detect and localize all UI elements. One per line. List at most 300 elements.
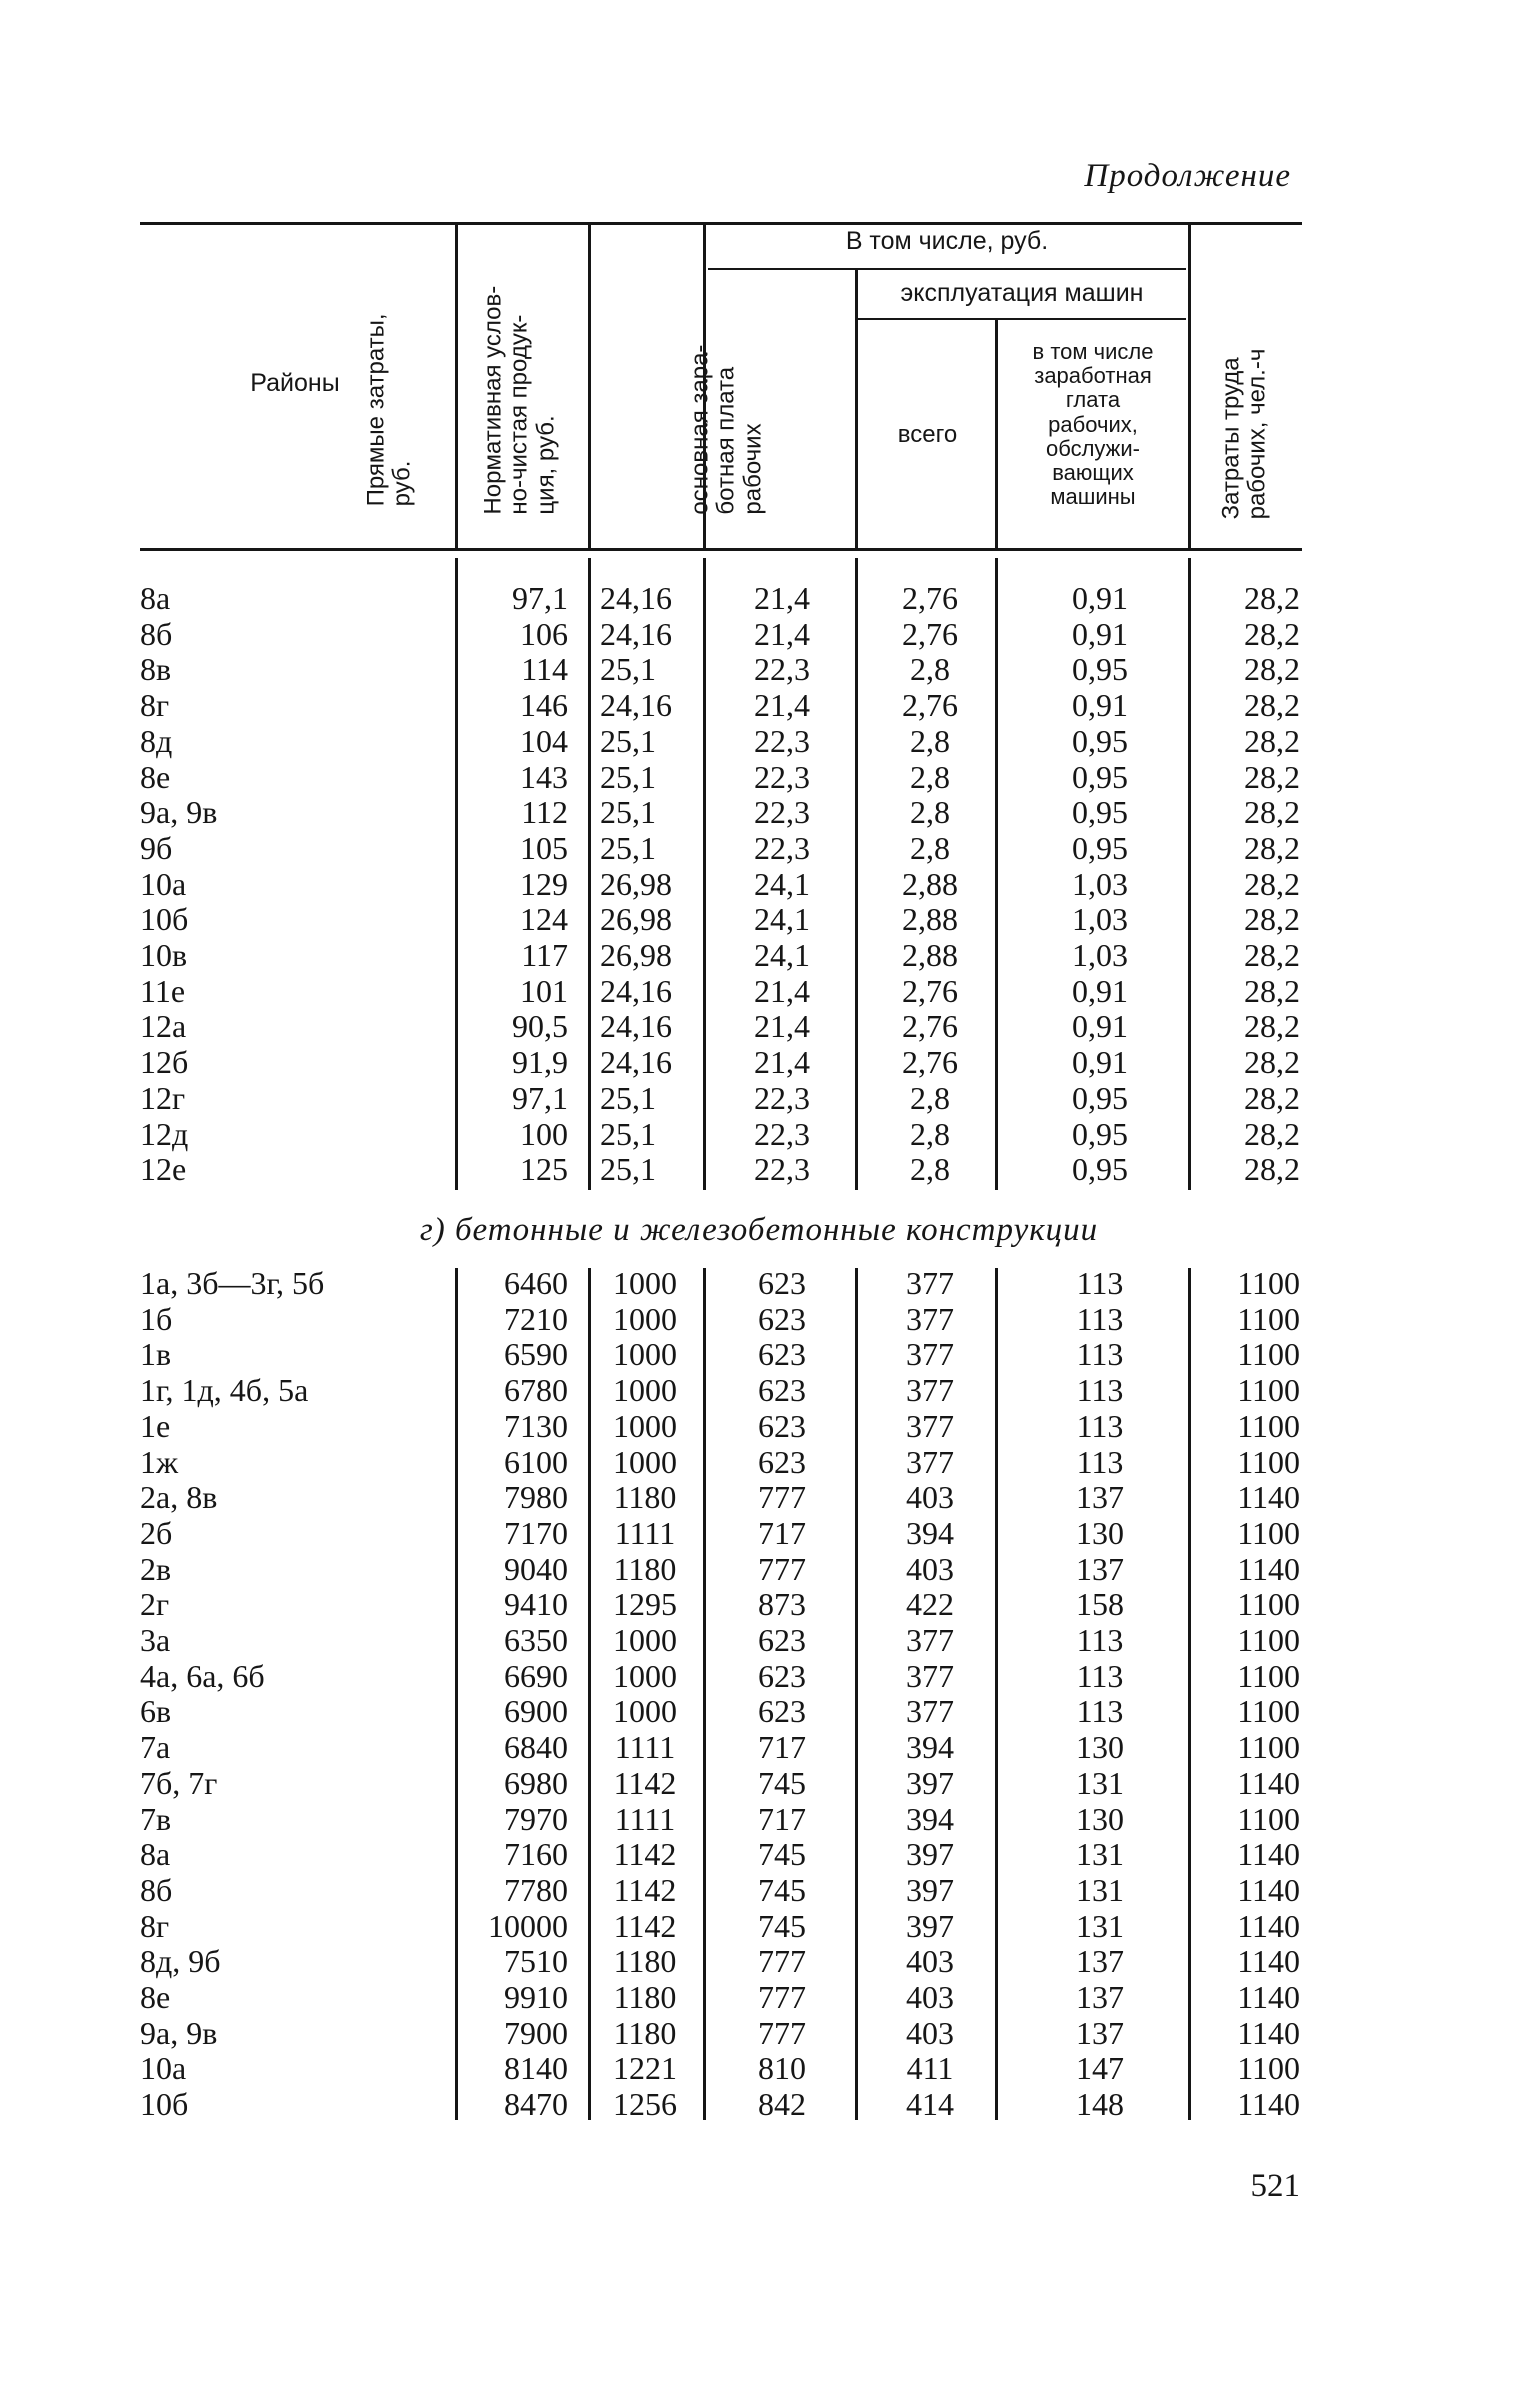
- machine-wage-cell: 113: [1076, 1443, 1124, 1480]
- table-row: [0, 1044, 1518, 1080]
- machine-wage-cell: 147: [1076, 2050, 1124, 2087]
- region-cell: 9а, 9в: [140, 794, 218, 831]
- normative-cell: 1000: [613, 1336, 677, 1373]
- table-row: [0, 580, 1518, 616]
- region-cell: 8е: [140, 1979, 171, 2015]
- machine-total-cell: 403: [906, 1550, 954, 1587]
- direct-costs-cell: 6690: [504, 1657, 568, 1694]
- header-base-wage-line-2: ботная плата: [712, 366, 740, 515]
- region-cell: 12б: [140, 1044, 189, 1081]
- table-row: [0, 2015, 1518, 2051]
- machine-wage-cell: 130: [1076, 1729, 1124, 1766]
- base-wage-cell: 22,3: [754, 758, 810, 795]
- base-wage-cell: 22,3: [754, 1115, 810, 1152]
- labor-cell: 1100: [1237, 1622, 1300, 1658]
- base-wage-cell: 21,4: [754, 580, 810, 616]
- machine-wage-cell: 0,91: [1072, 580, 1128, 616]
- base-wage-cell: 777: [758, 1979, 806, 2015]
- base-wage-cell: 22,3: [754, 829, 810, 866]
- machine-total-cell: 403: [906, 2014, 954, 2051]
- including-rule: [708, 268, 1186, 270]
- table-row: [0, 1693, 1518, 1729]
- normative-cell: 1221: [613, 2050, 677, 2087]
- machine-total-cell: 2,88: [902, 937, 958, 973]
- labor-cell: 28,2: [1244, 722, 1300, 759]
- table-row: [0, 794, 1518, 830]
- machine-total-cell: 2,8: [910, 1115, 950, 1152]
- normative-cell: 1111: [614, 1800, 676, 1837]
- normative-cell: 25,1: [600, 1079, 656, 1116]
- table-row: [0, 1408, 1518, 1444]
- region-cell: 12а: [140, 1008, 187, 1045]
- machine-wage-cell: 0,91: [1072, 972, 1128, 1009]
- header-base-wage-line-3: рабочих: [739, 423, 767, 515]
- header-labor: [1219, 249, 1272, 519]
- machine-wage-cell: 137: [1076, 1979, 1124, 2015]
- table-row: [0, 1801, 1518, 1837]
- table-top-rule: [140, 222, 1302, 225]
- header-normative: [480, 215, 559, 515]
- machine-wage-cell: 0,95: [1072, 1115, 1128, 1152]
- direct-costs-cell: 7980: [504, 1479, 568, 1516]
- labor-cell: 1140: [1237, 1907, 1300, 1944]
- labor-cell: 28,2: [1244, 1008, 1300, 1045]
- direct-costs-cell: 7170: [504, 1514, 568, 1551]
- direct-costs-cell: 9410: [504, 1586, 568, 1623]
- header-base-wage: [687, 285, 766, 515]
- normative-cell: 25,1: [600, 829, 656, 866]
- machine-wage-cell: 1,03: [1072, 937, 1128, 973]
- direct-costs-cell: 8140: [504, 2050, 568, 2087]
- direct-costs-cell: 9910: [504, 1979, 568, 2015]
- table-row: [0, 687, 1518, 723]
- labor-cell: 28,2: [1244, 865, 1300, 902]
- table-row: [0, 1551, 1518, 1587]
- normative-cell: 1180: [613, 1479, 677, 1516]
- base-wage-cell: 22,3: [754, 1079, 810, 1116]
- direct-costs-cell: 97,1: [512, 580, 568, 616]
- labor-cell: 1140: [1237, 1479, 1300, 1516]
- labor-cell: 28,2: [1244, 758, 1300, 795]
- table-row: [0, 1080, 1518, 1116]
- table-row: [0, 651, 1518, 687]
- machine-total-cell: 377: [906, 1693, 954, 1730]
- machine-total-cell: 2,88: [902, 901, 958, 938]
- machine-wage-cell: 1,03: [1072, 901, 1128, 938]
- machine-wage-cell: 113: [1076, 1336, 1124, 1373]
- base-wage-cell: 21,4: [754, 1044, 810, 1081]
- base-wage-cell: 745: [758, 1836, 806, 1873]
- machine-wage-cell: 0,95: [1072, 758, 1128, 795]
- direct-costs-cell: 97,1: [512, 1079, 568, 1116]
- header-divider-4: [855, 270, 858, 548]
- base-wage-cell: 24,1: [754, 937, 810, 973]
- region-cell: 4а, 6а, 6б: [140, 1657, 265, 1694]
- machine-wage-cell: 0,95: [1072, 722, 1128, 759]
- header-normative-line-3: ция, руб.: [532, 415, 560, 515]
- normative-cell: 24,16: [600, 1008, 672, 1045]
- machine-wage-cell: 0,95: [1072, 794, 1128, 831]
- machine-wage-cell: 148: [1076, 2086, 1124, 2123]
- header-regions: Районы: [250, 369, 340, 397]
- header-bottom-rule: [140, 548, 1302, 551]
- direct-costs-cell: 7900: [504, 2014, 568, 2051]
- table-row: [0, 1765, 1518, 1801]
- base-wage-cell: 22,3: [754, 722, 810, 759]
- region-cell: 8д, 9б: [140, 1943, 221, 1980]
- direct-costs-cell: 6900: [504, 1693, 568, 1730]
- machine-total-cell: 377: [906, 1657, 954, 1694]
- direct-costs-cell: 6980: [504, 1764, 568, 1801]
- table-row: [0, 1151, 1518, 1187]
- labor-cell: 1140: [1237, 1979, 1300, 2015]
- base-wage-cell: 842: [758, 2086, 806, 2123]
- machine-wage-cell: 113: [1076, 1657, 1124, 1694]
- labor-cell: 1140: [1237, 1764, 1300, 1801]
- labor-cell: 1100: [1237, 1300, 1300, 1337]
- table-row: [0, 1116, 1518, 1152]
- direct-costs-cell: 7210: [504, 1300, 568, 1337]
- header-including: В том числе, руб.: [845, 227, 1049, 255]
- labor-cell: 1100: [1237, 1657, 1300, 1694]
- machine-total-cell: 394: [906, 1729, 954, 1766]
- header-machine-wage: [998, 340, 1188, 509]
- normative-cell: 26,98: [600, 901, 672, 938]
- region-cell: 1ж: [140, 1443, 179, 1480]
- base-wage-cell: 623: [758, 1622, 806, 1658]
- machine-total-cell: 2,8: [910, 722, 950, 759]
- base-wage-cell: 623: [758, 1300, 806, 1337]
- table-row: [0, 1265, 1518, 1301]
- normative-cell: 25,1: [600, 1115, 656, 1152]
- direct-costs-cell: 146: [520, 687, 568, 724]
- base-wage-cell: 22,3: [754, 1151, 810, 1188]
- region-cell: 8г: [140, 1907, 170, 1944]
- region-cell: 7а: [140, 1729, 171, 1766]
- machine-wage-cell: 137: [1076, 1479, 1124, 1516]
- table-row: [0, 1622, 1518, 1658]
- direct-costs-cell: 6460: [504, 1265, 568, 1301]
- direct-costs-cell: 6590: [504, 1336, 568, 1373]
- region-cell: 8а: [140, 580, 171, 616]
- machine-total-cell: 2,8: [910, 758, 950, 795]
- machine-wage-cell: 130: [1076, 1514, 1124, 1551]
- machine-total-cell: 422: [906, 1586, 954, 1623]
- machine-total-cell: 377: [906, 1372, 954, 1409]
- normative-cell: 1180: [613, 1550, 677, 1587]
- machine-wage-cell: 131: [1076, 1836, 1124, 1873]
- base-wage-cell: 745: [758, 1764, 806, 1801]
- machine-wage-cell: 137: [1076, 2014, 1124, 2051]
- normative-cell: 1000: [613, 1265, 677, 1301]
- normative-cell: 1180: [613, 2014, 677, 2051]
- table-row: [0, 1372, 1518, 1408]
- normative-cell: 1142: [613, 1836, 677, 1873]
- header-machine-operation: эксплуатация машин: [900, 279, 1144, 307]
- region-cell: 8б: [140, 615, 173, 652]
- direct-costs-cell: 7160: [504, 1836, 568, 1873]
- direct-costs-cell: 7970: [504, 1800, 568, 1837]
- base-wage-cell: 24,1: [754, 901, 810, 938]
- header-machine-wage-line-5: обслужи-: [1045, 435, 1140, 461]
- region-cell: 12е: [140, 1151, 187, 1188]
- header-divider-2: [588, 222, 591, 548]
- direct-costs-cell: 6350: [504, 1622, 568, 1658]
- normative-cell: 1256: [613, 2086, 677, 2123]
- base-wage-cell: 623: [758, 1407, 806, 1444]
- base-wage-cell: 777: [758, 1479, 806, 1516]
- normative-cell: 1142: [613, 1871, 677, 1908]
- region-cell: 8б: [140, 1871, 173, 1908]
- region-cell: 2в: [140, 1550, 172, 1587]
- direct-costs-cell: 6780: [504, 1372, 568, 1409]
- table-row: [0, 1872, 1518, 1908]
- direct-costs-cell: 124: [520, 901, 568, 938]
- header-machine-wage-line-4: рабочих,: [1048, 411, 1138, 437]
- labor-cell: 28,2: [1244, 615, 1300, 652]
- machine-wage-cell: 113: [1076, 1372, 1124, 1409]
- table-row: [0, 723, 1518, 759]
- machine-wage-cell: 130: [1076, 1800, 1124, 1837]
- machine-wage-cell: 0,95: [1072, 1151, 1128, 1188]
- machine-wage-cell: 0,91: [1072, 615, 1128, 652]
- labor-cell: 28,2: [1244, 901, 1300, 938]
- machine-total-cell: 2,8: [910, 1079, 950, 1116]
- machine-wage-cell: 0,95: [1072, 829, 1128, 866]
- machine-total-cell: 2,88: [902, 865, 958, 902]
- continuation-label: Продолжение: [1084, 158, 1291, 194]
- labor-cell: 28,2: [1244, 1151, 1300, 1188]
- base-wage-cell: 21,4: [754, 1008, 810, 1045]
- header-direct-line-2: руб.: [389, 460, 416, 507]
- base-wage-cell: 745: [758, 1907, 806, 1944]
- base-wage-cell: 810: [758, 2050, 806, 2087]
- base-wage-cell: 21,4: [754, 972, 810, 1009]
- region-cell: 12г: [140, 1079, 186, 1116]
- base-wage-cell: 777: [758, 1550, 806, 1587]
- labor-cell: 1100: [1237, 1800, 1300, 1837]
- table-row: [0, 2050, 1518, 2086]
- direct-costs-cell: 105: [520, 829, 568, 866]
- base-wage-cell: 22,3: [754, 794, 810, 831]
- machine-total-cell: 2,8: [910, 794, 950, 831]
- direct-costs-cell: 117: [521, 937, 568, 973]
- region-cell: 7б, 7г: [140, 1764, 218, 1801]
- normative-cell: 1000: [613, 1407, 677, 1444]
- base-wage-cell: 623: [758, 1265, 806, 1301]
- base-wage-cell: 623: [758, 1443, 806, 1480]
- machine-wage-cell: 158: [1076, 1586, 1124, 1623]
- labor-cell: 1100: [1237, 1336, 1300, 1373]
- normative-cell: 1000: [613, 1693, 677, 1730]
- machine-total-cell: 403: [906, 1479, 954, 1516]
- machine-rule: [858, 318, 1186, 320]
- direct-costs-cell: 143: [520, 758, 568, 795]
- machine-total-cell: 2,76: [902, 972, 958, 1009]
- region-cell: 6в: [140, 1693, 172, 1730]
- normative-cell: 1000: [613, 1622, 677, 1658]
- region-cell: 1е: [140, 1407, 171, 1444]
- labor-cell: 1100: [1237, 1372, 1300, 1409]
- base-wage-cell: 623: [758, 1657, 806, 1694]
- table-row: [0, 1729, 1518, 1765]
- region-cell: 9б: [140, 829, 173, 866]
- table-row: [0, 1979, 1518, 2015]
- region-cell: 11е: [140, 972, 186, 1009]
- direct-costs-cell: 6100: [504, 1443, 568, 1480]
- region-cell: 8е: [140, 758, 171, 795]
- direct-costs-cell: 129: [520, 865, 568, 902]
- header-labor-line-1: Затраты труда: [1217, 357, 1245, 520]
- labor-cell: 28,2: [1244, 1079, 1300, 1116]
- base-wage-cell: 717: [758, 1800, 806, 1837]
- machine-total-cell: 411: [906, 2050, 954, 2087]
- normative-cell: 24,16: [600, 580, 672, 616]
- base-wage-cell: 745: [758, 1871, 806, 1908]
- table-row: [0, 973, 1518, 1009]
- table-row: [0, 1515, 1518, 1551]
- labor-cell: 28,2: [1244, 794, 1300, 831]
- direct-costs-cell: 90,5: [512, 1008, 568, 1045]
- labor-cell: 1100: [1237, 1514, 1300, 1551]
- header-labor-line-2: рабочих, чел.-ч: [1244, 348, 1271, 520]
- table-row: [0, 759, 1518, 795]
- machine-total-cell: 377: [906, 1407, 954, 1444]
- table-row: [0, 1658, 1518, 1694]
- header-direct-costs: [364, 226, 417, 506]
- table-row: [0, 901, 1518, 937]
- region-cell: 8д: [140, 722, 173, 759]
- base-wage-cell: 24,1: [754, 865, 810, 902]
- machine-total-cell: 377: [906, 1300, 954, 1337]
- labor-cell: 28,2: [1244, 1044, 1300, 1081]
- direct-costs-cell: 8470: [504, 2086, 568, 2123]
- labor-cell: 1100: [1237, 1693, 1300, 1730]
- base-wage-cell: 21,4: [754, 615, 810, 652]
- direct-costs-cell: 6840: [504, 1729, 568, 1766]
- labor-cell: 1100: [1237, 2050, 1300, 2087]
- labor-cell: 28,2: [1244, 687, 1300, 724]
- machine-total-cell: 377: [906, 1443, 954, 1480]
- machine-wage-cell: 131: [1076, 1871, 1124, 1908]
- machine-wage-cell: 113: [1076, 1622, 1124, 1658]
- machine-wage-cell: 1,03: [1072, 865, 1128, 902]
- direct-costs-cell: 9040: [504, 1550, 568, 1587]
- table-row: [0, 1008, 1518, 1044]
- machine-wage-cell: 0,95: [1072, 1079, 1128, 1116]
- machine-total-cell: 2,8: [910, 829, 950, 866]
- direct-costs-cell: 114: [521, 651, 568, 688]
- page-number: 521: [1250, 2168, 1300, 2204]
- direct-costs-cell: 7510: [504, 1943, 568, 1980]
- normative-cell: 1111: [614, 1729, 676, 1766]
- machine-total-cell: 397: [906, 1871, 954, 1908]
- machine-wage-cell: 0,95: [1072, 651, 1128, 688]
- table-row: [0, 1336, 1518, 1372]
- direct-costs-cell: 112: [521, 794, 568, 831]
- region-cell: 10в: [140, 937, 188, 973]
- normative-cell: 25,1: [600, 794, 656, 831]
- machine-total-cell: 2,76: [902, 1044, 958, 1081]
- base-wage-cell: 21,4: [754, 687, 810, 724]
- base-wage-cell: 873: [758, 1586, 806, 1623]
- labor-cell: 28,2: [1244, 937, 1300, 973]
- normative-cell: 24,16: [600, 1044, 672, 1081]
- machine-wage-cell: 0,91: [1072, 687, 1128, 724]
- labor-cell: 1140: [1237, 2014, 1300, 2051]
- region-cell: 1в: [140, 1336, 172, 1373]
- header-divider-1: [455, 222, 458, 548]
- machine-wage-cell: 137: [1076, 1550, 1124, 1587]
- direct-costs-cell: 7130: [504, 1407, 568, 1444]
- region-cell: 1б: [140, 1300, 173, 1337]
- table-row: [0, 1479, 1518, 1515]
- machine-wage-cell: 113: [1076, 1693, 1124, 1730]
- normative-cell: 1000: [613, 1443, 677, 1480]
- normative-cell: 24,16: [600, 615, 672, 652]
- base-wage-cell: 623: [758, 1336, 806, 1373]
- normative-cell: 24,16: [600, 972, 672, 1009]
- normative-cell: 26,98: [600, 865, 672, 902]
- table-row: [0, 1943, 1518, 1979]
- direct-costs-cell: 10000: [488, 1907, 568, 1944]
- table-row: [0, 866, 1518, 902]
- direct-costs-cell: 104: [520, 722, 568, 759]
- region-cell: 10а: [140, 2050, 187, 2087]
- machine-wage-cell: 113: [1076, 1407, 1124, 1444]
- machine-total-cell: 397: [906, 1764, 954, 1801]
- table-row: [0, 1908, 1518, 1944]
- normative-cell: 1142: [613, 1907, 677, 1944]
- normative-cell: 24,16: [600, 687, 672, 724]
- header-machine-wage-line-1: в том числе: [1032, 339, 1154, 364]
- table-row: [0, 2086, 1518, 2122]
- header-divider-6: [1188, 222, 1191, 548]
- labor-cell: 28,2: [1244, 972, 1300, 1009]
- normative-cell: 25,1: [600, 1151, 656, 1188]
- machine-total-cell: 2,76: [902, 615, 958, 652]
- normative-cell: 1000: [613, 1657, 677, 1694]
- direct-costs-cell: 91,9: [512, 1044, 568, 1081]
- normative-cell: 1111: [614, 1514, 676, 1551]
- machine-wage-cell: 131: [1076, 1907, 1124, 1944]
- base-wage-cell: 717: [758, 1514, 806, 1551]
- region-cell: 2б: [140, 1514, 173, 1551]
- base-wage-cell: 22,3: [754, 651, 810, 688]
- direct-costs-cell: 7780: [504, 1871, 568, 1908]
- machine-wage-cell: 113: [1076, 1300, 1124, 1337]
- machine-total-cell: 403: [906, 1979, 954, 2015]
- machine-total-cell: 403: [906, 1943, 954, 1980]
- header-machine-wage-line-3: глата: [1065, 387, 1121, 413]
- direct-costs-cell: 125: [520, 1151, 568, 1188]
- table-row: [0, 1586, 1518, 1622]
- region-cell: 10б: [140, 901, 189, 938]
- labor-cell: 1140: [1237, 1836, 1300, 1873]
- normative-cell: 25,1: [600, 651, 656, 688]
- machine-wage-cell: 0,91: [1072, 1008, 1128, 1045]
- labor-cell: 28,2: [1244, 580, 1300, 616]
- header-direct-line-1: Прямые затраты,: [362, 313, 390, 507]
- region-cell: 1а, 3б—3г, 5б: [140, 1265, 325, 1301]
- base-wage-cell: 623: [758, 1372, 806, 1409]
- header-normative-line-1: Нормативная услов-: [479, 285, 507, 515]
- labor-cell: 1100: [1237, 1407, 1300, 1444]
- machine-total-cell: 2,76: [902, 580, 958, 616]
- machine-total-cell: 397: [906, 1836, 954, 1873]
- machine-total-cell: 2,76: [902, 1008, 958, 1045]
- base-wage-cell: 777: [758, 2014, 806, 2051]
